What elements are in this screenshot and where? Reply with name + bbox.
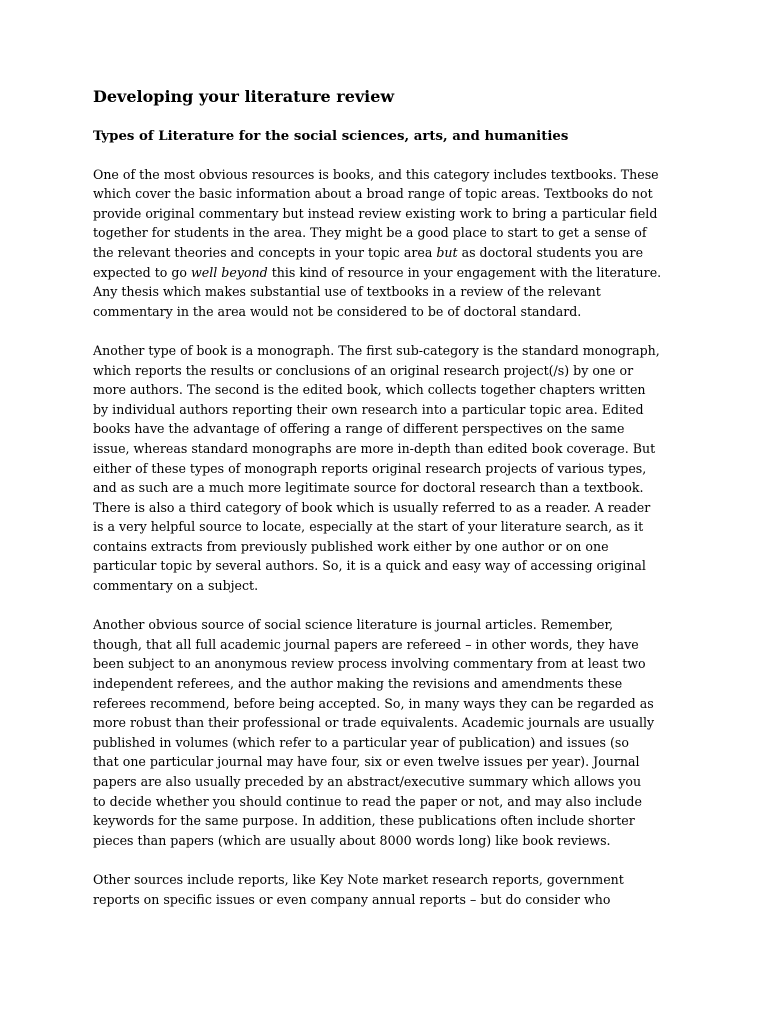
- paragraph-journals: [93, 615, 683, 850]
- emphasis-text: well beyond: [191, 264, 268, 280]
- text-line: books have the advantage of offering a range of different perspectives on the same: [93, 421, 625, 437]
- text-line: more robust than their professional or trade equivalents. Academic journals are usually: [93, 715, 655, 731]
- text-line: issue, whereas standard monographs are more in-depth than edited book coverage. But: [93, 440, 656, 456]
- text-line: together for students in the area. They might be a good place to start to get a sense of: [93, 225, 647, 241]
- text-run: expected to go: [93, 264, 191, 280]
- text-line: particular topic by several authors. So, it is a quick and easy way of accessing original: [93, 558, 646, 574]
- text-line: commentary on a subject.: [93, 578, 259, 594]
- text-line: Another obvious source of social science literature is journal articles. Remember,: [93, 617, 614, 633]
- text-line: published in volumes (which refer to a particular year of publication) and issues (so: [93, 734, 629, 750]
- text-line: which cover the basic information about a broad range of topic areas. Textbooks do not: [93, 186, 653, 202]
- text-run: the relevant theories and concepts in your topic area: [93, 244, 437, 260]
- text-line: independent referees, and the author making the revisions and amendments these: [93, 676, 623, 692]
- text-line: Other sources include reports, like Key Note market research reports, government: [93, 871, 624, 887]
- text-line: keywords for the same purpose. In addition, these publications often include shorter: [93, 813, 635, 829]
- text-line: There is also a third category of book which is usually referred to as a reader. A reader: [93, 499, 651, 515]
- section-heading: Types of Literature for the social sciences, arts, and humanities: [93, 129, 569, 144]
- text-line: papers are also usually preceded by an abstract/executive summary which allows you: [93, 774, 642, 789]
- text-line: referees recommend, before being accepted. So, in many ways they can be regarded as: [93, 695, 654, 711]
- text-line: either of these types of monograph reports original research projects of various types,: [93, 460, 647, 476]
- text-run: as doctoral students you are: [457, 244, 644, 260]
- text-line: contains extracts from previously published work either by one author or on one: [93, 538, 609, 554]
- text-line: though, that all full academic journal papers are refereed – in other words, they have: [93, 636, 639, 652]
- text-line: [93, 263, 683, 283]
- text-line: reports on specific issues or even company annual reports – but do consider who: [93, 891, 611, 907]
- paragraph-reports: [93, 870, 683, 909]
- text-line: One of the most obvious resources is books, and this category includes textbooks. These: [93, 166, 659, 182]
- text-line: been subject to an anonymous review process involving commentary from at least two: [93, 656, 646, 672]
- text-line: is a very helpful source to locate, especially at the start of your literature search, as it: [93, 519, 644, 535]
- text-line: by individual authors reporting their own research into a particular topic area. Edited: [93, 401, 644, 417]
- paragraph-monographs: [93, 341, 683, 596]
- text-line: pieces than papers (which are usually about 8000 words long) like book reviews.: [93, 832, 611, 848]
- text-line: provide original commentary but instead review existing work to bring a particular field: [93, 205, 658, 221]
- text-line: Another type of book is a monograph. The first sub-category is the standard monograph,: [93, 342, 660, 358]
- document-title: Developing your literature review: [93, 87, 395, 106]
- text-line: to decide whether you should continue to read the paper or not, and may also include: [93, 793, 642, 809]
- paragraph-textbooks: [93, 165, 683, 322]
- text-line: that one particular journal may have four, six or even twelve issues per year). Journal: [93, 754, 640, 770]
- text-line: which reports the results or conclusions of an original research project(/s) by one or: [93, 362, 634, 378]
- text-line: commentary in the area would not be considered to be of doctoral standard.: [93, 303, 582, 319]
- document-page: [93, 86, 683, 909]
- text-line: [93, 243, 683, 263]
- emphasis-text: but: [436, 244, 458, 260]
- text-line: more authors. The second is the edited book, which collects together chapters written: [93, 382, 646, 398]
- document-body: [93, 165, 683, 910]
- text-line: and as such are a much more legitimate source for doctoral research than a textbook.: [93, 480, 644, 496]
- text-line: Any thesis which makes substantial use of textbooks in a review of the relevant: [93, 284, 601, 300]
- text-run: this kind of resource in your engagement with the literature.: [267, 264, 662, 280]
